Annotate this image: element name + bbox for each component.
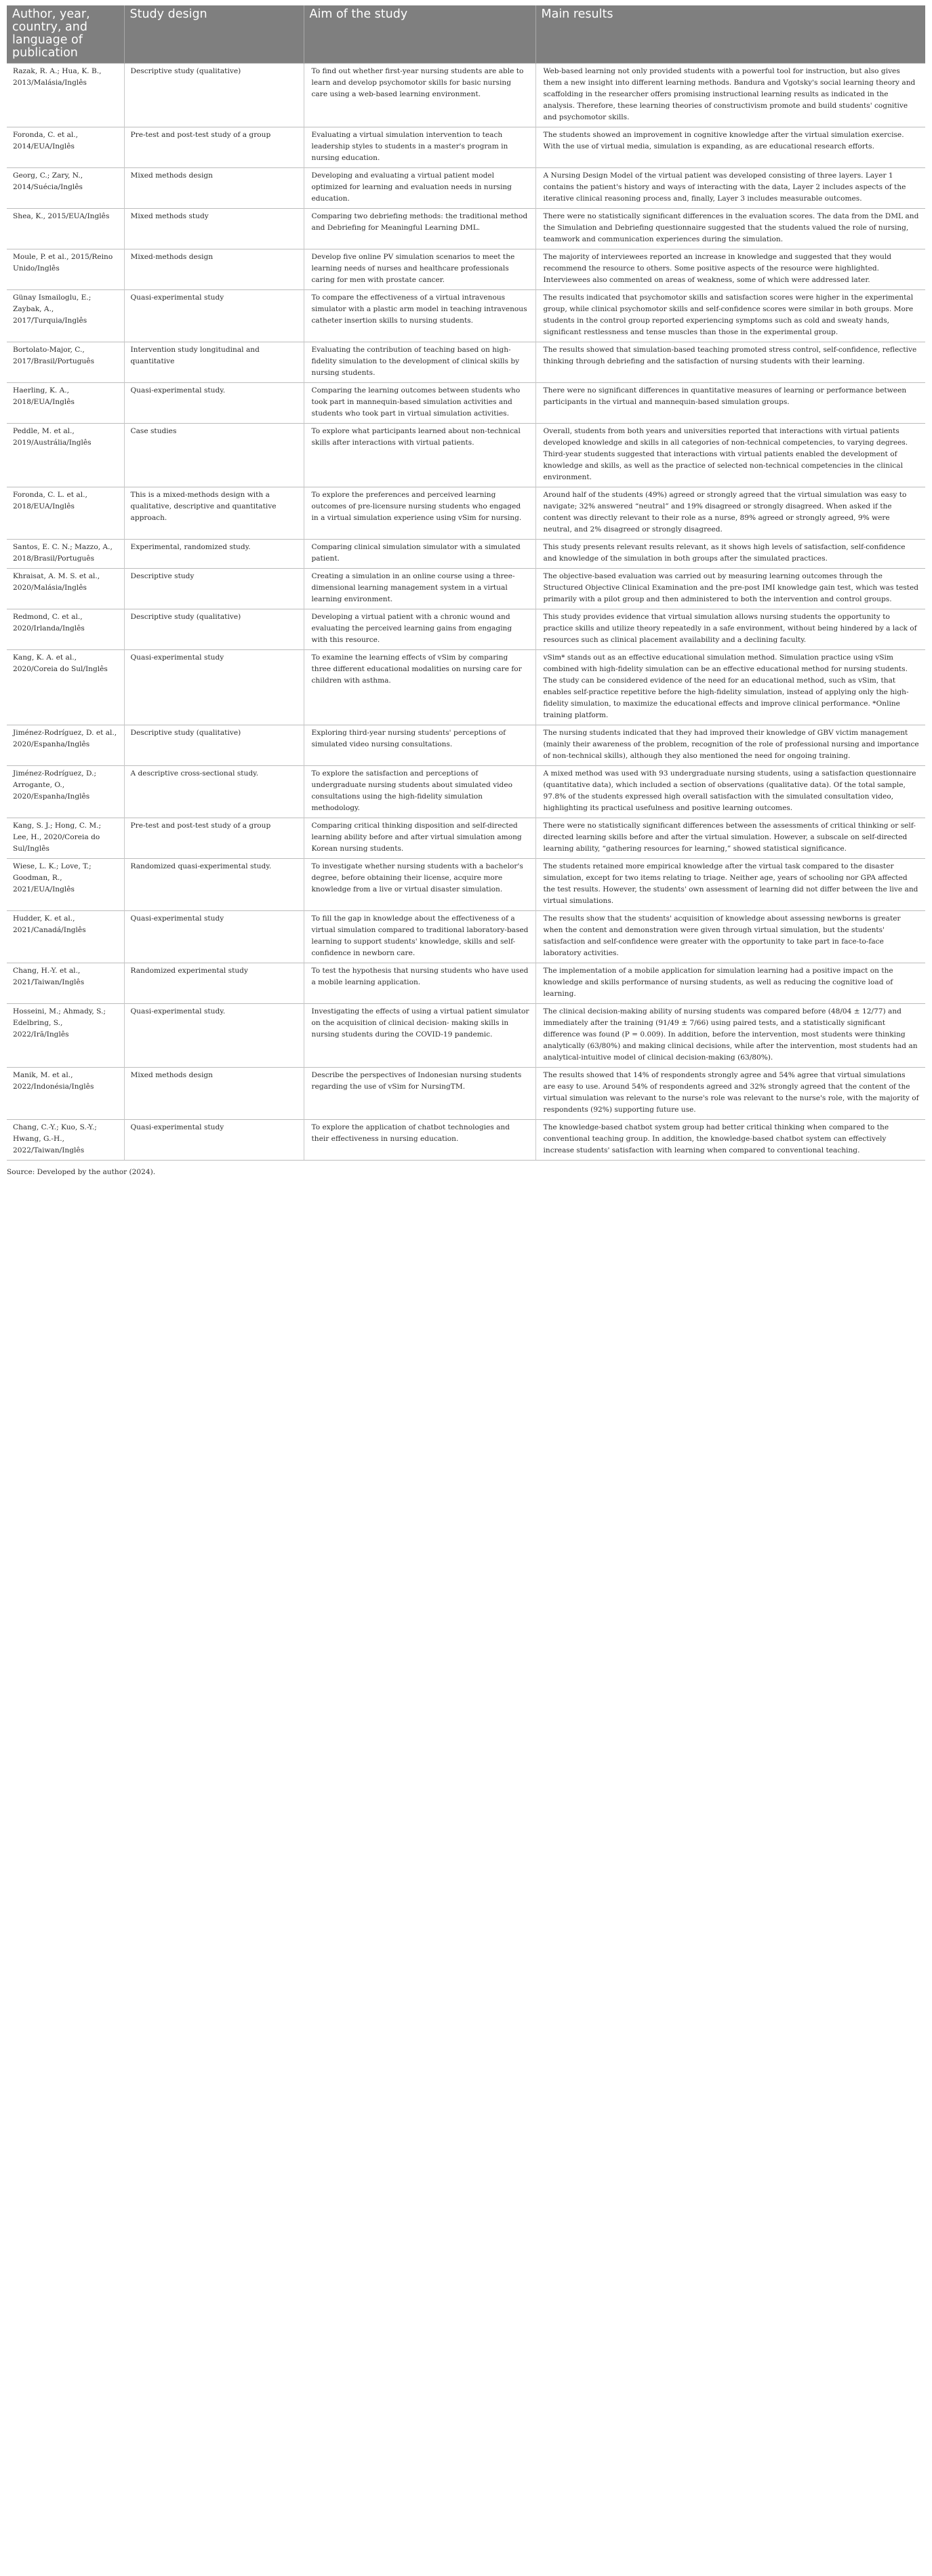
cell-main-results: The students retained more empirical knowledge after the virtual task compared to the disaster simulation, except for two items relating to triage. Neither age, years of schooling nor GPA affected the test results. However, the students' own assessment of learning did not differ between the live and virtual simulations. xyxy=(535,859,925,911)
header-main-results: Main results xyxy=(535,5,925,64)
cell-aim: Comparing two debriefing methods: the traditional method and Debriefing for Meaningful Learning DML. xyxy=(304,209,535,249)
cell-main-results: This study presents relevant results relevant, as it shows high levels of satisfaction, self-confidence and knowledge of the simulation in both groups after the simulated practices. xyxy=(535,540,925,569)
table-row xyxy=(7,64,925,127)
cell-author: Khraisat, A. M. S. et al., 2020/Malásia/Inglês xyxy=(7,569,124,609)
cell-author: Bortolato-Major, C., 2017/Brasil/Português xyxy=(7,342,124,383)
cell-author: Georg, C.; Zary, N., 2014/Suécia/Inglês xyxy=(7,168,124,209)
table-row xyxy=(7,1120,925,1161)
cell-study-design: Case studies xyxy=(124,424,304,487)
table-row xyxy=(7,209,925,249)
cell-aim: To test the hypothesis that nursing students who have used a mobile learning application. xyxy=(304,963,535,1004)
table-row xyxy=(7,569,925,609)
table-row xyxy=(7,424,925,487)
cell-main-results: There were no statistically significant differences in the evaluation scores. The data from the DML and the Simulation and Debriefing questionnaire suggested that the students valued the role of nursing, teamwork and communication experiences during the simulation. xyxy=(535,209,925,249)
table-body xyxy=(7,64,925,1161)
cell-aim: Developing a virtual patient with a chronic wound and evaluating the perceived learning gains from engaging with this resource. xyxy=(304,609,535,650)
cell-study-design: This is a mixed-methods design with a qualitative, descriptive and quantitative approach. xyxy=(124,487,304,540)
cell-study-design: Descriptive study (qualitative) xyxy=(124,725,304,766)
studies-table xyxy=(7,5,925,1161)
cell-aim: To fill the gap in knowledge about the effectiveness of a virtual simulation compared to traditional laboratory-based learning to support students' knowledge, skills and self-confidence in newborn care. xyxy=(304,911,535,963)
cell-study-design: Experimental, randomized study. xyxy=(124,540,304,569)
cell-main-results: vSim* stands out as an effective educational simulation method. Simulation practice using vSim combined with high-fidelity simulation can be an effective educational method for nursing students. The study can be considered evidence of the need for an educational method, such as vSim, that enables self-practice repetitive before the high-fidelity simulation, instead of applying only the high-fidelity simulation, to maximize the educational effects and improve clinical performance. *Online training platform. xyxy=(535,650,925,725)
cell-study-design: Quasi-experimental study xyxy=(124,290,304,342)
table-row xyxy=(7,609,925,650)
cell-study-design: Mixed methods design xyxy=(124,1068,304,1120)
cell-aim: Creating a simulation in an online course using a three-dimensional learning management system in a virtual learning environment. xyxy=(304,569,535,609)
cell-main-results: The implementation of a mobile application for simulation learning had a positive impact on the knowledge and skills performance of nursing students, as well as reducing the cognitive load of learning. xyxy=(535,963,925,1004)
cell-aim: Exploring third-year nursing students' perceptions of simulated video nursing consultations. xyxy=(304,725,535,766)
cell-study-design: Descriptive study xyxy=(124,569,304,609)
cell-study-design: Quasi-experimental study xyxy=(124,1120,304,1161)
table-row xyxy=(7,249,925,290)
table-row xyxy=(7,383,925,424)
table-row xyxy=(7,859,925,911)
cell-author: Redmond, C. et al., 2020/Irlanda/Inglês xyxy=(7,609,124,650)
cell-main-results: The results showed that 14% of respondents strongly agree and 54% agree that virtual simulations are easy to use. Around 54% of respondents agreed and 32% strongly agreed that the content of the virtual simulation was relevant to the nurse's role was relevant to the nurse's role, with the majority of respondents (92%) supporting future use. xyxy=(535,1068,925,1120)
cell-aim: To explore what participants learned about non-technical skills after interactions with virtual patients. xyxy=(304,424,535,487)
cell-study-design: Quasi-experimental study. xyxy=(124,383,304,424)
cell-aim: To explore the preferences and perceived learning outcomes of pre-licensure nursing students who engaged in a virtual simulation experience using vSim for nursing. xyxy=(304,487,535,540)
cell-aim: To find out whether first-year nursing students are able to learn and develop psychomotor skills for basic nursing care using a web-based learning environment. xyxy=(304,64,535,127)
cell-author: Moule, P. et al., 2015/Reino Unido/Inglês xyxy=(7,249,124,290)
cell-author: Kang, K. A. et al., 2020/Coreia do Sul/Inglês xyxy=(7,650,124,725)
cell-aim: Describe the perspectives of Indonesian nursing students regarding the use of vSim for NursingTM. xyxy=(304,1068,535,1120)
cell-author: Günay Ismailoglu, E.; Zaybak, A., 2017/Turquia/Inglês xyxy=(7,290,124,342)
cell-aim: To investigate whether nursing students with a bachelor's degree, before obtaining their license, acquire more knowledge from a live or virtual disaster simulation. xyxy=(304,859,535,911)
cell-study-design: Pre-test and post-test study of a group xyxy=(124,127,304,168)
cell-main-results: The majority of interviewees reported an increase in knowledge and suggested that they would recommend the resource to others. Some positive aspects of the resource were highlighted. Interviewees also commented on areas of weakness, some of which were addressed later. xyxy=(535,249,925,290)
cell-aim: Evaluating the contribution of teaching based on high-fidelity simulation to the development of clinical skills by nursing students. xyxy=(304,342,535,383)
table-row xyxy=(7,911,925,963)
review-table-container xyxy=(7,5,925,1178)
cell-aim: Evaluating a virtual simulation intervention to teach leadership styles to students in a master's program in nursing education. xyxy=(304,127,535,168)
cell-main-results: The objective-based evaluation was carried out by measuring learning outcomes through the Structured Objective Clinical Examination and the pre-post IMI knowledge gain test, which was tested primarily with a pilot group and then administered to both the intervention and control groups. xyxy=(535,569,925,609)
cell-main-results: There were no statistically significant differences between the assessments of critical thinking or self-directed learning skills before and after the virtual simulation. However, a subscale on self-directed learning ability, “gathering resources for learning,” showed statistical significance. xyxy=(535,818,925,859)
cell-aim: Developing and evaluating a virtual patient model optimized for learning and evaluation needs in nursing education. xyxy=(304,168,535,209)
cell-study-design: Pre-test and post-test study of a group xyxy=(124,818,304,859)
cell-main-results: The students showed an improvement in cognitive knowledge after the virtual simulation exercise. With the use of virtual media, simulation is expanding, as are educational research efforts. xyxy=(535,127,925,168)
cell-study-design: Randomized experimental study xyxy=(124,963,304,1004)
cell-author: Kang, S. J.; Hong, C. M.; Lee, H., 2020/Coreia do Sul/Inglês xyxy=(7,818,124,859)
cell-main-results: The results indicated that psychomotor skills and satisfaction scores were higher in the experimental group, while clinical psychomotor skills and self-confidence scores were similar in both groups. More students in the control group reported experiencing symptoms such as cold and sweaty hands, significant restlessness and tense muscles than those in the experimental group. xyxy=(535,290,925,342)
source-note: Source: Developed by the author (2024). xyxy=(7,1168,156,1176)
cell-aim: Comparing the learning outcomes between students who took part in mannequin-based simulation activities and students who took part in virtual simulation activities. xyxy=(304,383,535,424)
cell-author: Hosseini, M.; Ahmady, S.; Edelbring, S., 2022/Irã/Inglês xyxy=(7,1004,124,1068)
cell-aim: Comparing critical thinking disposition and self-directed learning ability before and after virtual simulation among Korean nursing students. xyxy=(304,818,535,859)
cell-main-results: A mixed method was used with 93 undergraduate nursing students, using a satisfaction questionnaire (quantitative data), which included a section of observations (qualitative data). Of the total sample, 97.8% of the students expressed high overall satisfaction with the simulated consultation video, highlighting its practical usefulness and positive learning outcomes. xyxy=(535,766,925,818)
cell-study-design: Intervention study longitudinal and quantitative xyxy=(124,342,304,383)
table-row xyxy=(7,963,925,1004)
cell-study-design: Quasi-experimental study xyxy=(124,911,304,963)
cell-author: Haerling, K. A., 2018/EUA/Inglês xyxy=(7,383,124,424)
cell-main-results: The clinical decision-making ability of nursing students was compared before (48/04 ± 12/77) and immediately after the training (91/49 ± 7/66) using paired tests, and a statistically significant difference was found (P = 0.009). In addition, before the intervention, most students were thinking analytically (63/80%) and making clinical decisions, while after the intervention, most students had an analytical-intuitive model of clinical decision-making (63/80%). xyxy=(535,1004,925,1068)
cell-main-results: The nursing students indicated that they had improved their knowledge of GBV victim management (mainly their awareness of the problem, recognition of the role of professional nursing and importance of non-technical skills), although they also mentioned the need for ongoing training. xyxy=(535,725,925,766)
cell-aim: Comparing clinical simulation simulator with a simulated patient. xyxy=(304,540,535,569)
cell-author: Jiménez-Rodríguez, D. et al., 2020/Espanha/Inglês xyxy=(7,725,124,766)
header-aim: Aim of the study xyxy=(304,5,535,64)
table-row xyxy=(7,818,925,859)
table-row xyxy=(7,290,925,342)
cell-main-results: Overall, students from both years and universities reported that interactions with virtual patients developed knowledge and skills in all categories of non-technical competencies, to varying degrees. Third-year students suggested that interactions with virtual patients enabled the development of knowledge and skills, as well as the practice of selected non-technical competencies in the clinical environment. xyxy=(535,424,925,487)
table-row xyxy=(7,1004,925,1068)
cell-author: Chang, C.-Y.; Kuo, S.-Y.; Hwang, G.-H., 2022/Taiwan/Inglês xyxy=(7,1120,124,1161)
cell-author: Manik, M. et al., 2022/Indonésia/Inglês xyxy=(7,1068,124,1120)
cell-aim: Investigating the effects of using a virtual patient simulator on the acquisition of clinical decision- making skills in nursing students during the COVID-19 pandemic. xyxy=(304,1004,535,1068)
table-row xyxy=(7,127,925,168)
cell-main-results: Around half of the students (49%) agreed or strongly agreed that the virtual simulation was easy to navigate; 32% answered “neutral” and 19% disagreed or strongly disagreed. When asked if the content was directly relevant to their role as a nurse, 89% agreed or strongly agreed, 9% were neutral, and 2% disagreed or strongly disagreed. xyxy=(535,487,925,540)
cell-aim: To compare the effectiveness of a virtual intravenous simulator with a plastic arm model in teaching intravenous catheter insertion skills to nursing students. xyxy=(304,290,535,342)
header-author: Author, year, country, and language of publication xyxy=(7,5,124,64)
cell-aim: To explore the satisfaction and perceptions of undergraduate nursing students about simulated video consultations using the high-fidelity simulation methodology. xyxy=(304,766,535,818)
cell-main-results: The results showed that simulation-based teaching promoted stress control, self-confidence, reflective thinking through debriefing and the satisfaction of nursing students with their learning. xyxy=(535,342,925,383)
cell-study-design: Mixed methods design xyxy=(124,168,304,209)
cell-study-design: Quasi-experimental study xyxy=(124,650,304,725)
table-row xyxy=(7,725,925,766)
cell-author: Santos, E. C. N.; Mazzo, A., 2018/Brasil/Português xyxy=(7,540,124,569)
table-header xyxy=(7,5,925,64)
cell-main-results: The results show that the students' acquisition of knowledge about assessing newborns is greater when the content and demonstration were given through virtual simulation, but the students' satisfaction and self-confidence were greater with the opportunity to take part in face-to-face laboratory activities. xyxy=(535,911,925,963)
table-row xyxy=(7,487,925,540)
cell-aim: To explore the application of chatbot technologies and their effectiveness in nursing education. xyxy=(304,1120,535,1161)
cell-main-results: There were no significant differences in quantitative measures of learning or performance between participants in the virtual and mannequin-based simulation groups. xyxy=(535,383,925,424)
cell-author: Foronda, C. L. et al., 2018/EUA/Inglês xyxy=(7,487,124,540)
cell-study-design: Quasi-experimental study. xyxy=(124,1004,304,1068)
cell-study-design: Mixed methods study xyxy=(124,209,304,249)
cell-aim: To examine the learning effects of vSim by comparing three different educational modalities on nursing care for children with asthma. xyxy=(304,650,535,725)
cell-study-design: Descriptive study (qualitative) xyxy=(124,609,304,650)
table-row xyxy=(7,342,925,383)
cell-aim: Develop five online PV simulation scenarios to meet the learning needs of nurses and healthcare professionals caring for men with prostate cancer. xyxy=(304,249,535,290)
table-row xyxy=(7,1068,925,1120)
cell-main-results: A Nursing Design Model of the virtual patient was developed consisting of three layers. Layer 1 contains the patient's history and ways of interacting with the data, Layer 2 includes aspects of the iterative clinical reasoning process and, finally, Layer 3 includes measurable outcomes. xyxy=(535,168,925,209)
cell-author: Jiménez-Rodríguez, D.; Arrogante, O., 2020/Espanha/Inglês xyxy=(7,766,124,818)
cell-main-results: Web-based learning not only provided students with a powerful tool for instruction, but also gives them a new insight into different learning methods. Bandura and Vgotsky's social learning theory and scaffolding in the researcher offers promising instructional learning results as indicated in the analysis. Therefore, these learning theories of constructivism promote and build students' cognitive and psychomotor skills. xyxy=(535,64,925,127)
cell-main-results: The knowledge-based chatbot system group had better critical thinking when compared to the conventional teaching group. In addition, the knowledge-based chatbot system can effectively increase students' satisfaction with learning when compared to conventional teaching. xyxy=(535,1120,925,1161)
cell-main-results: This study provides evidence that virtual simulation allows nursing students the opportunity to practice skills and utilize theory repeatedly in a safe environment, without being hindered by a lack of resources such as clinical placement availability and a declining faculty. xyxy=(535,609,925,650)
table-row xyxy=(7,766,925,818)
table-row xyxy=(7,168,925,209)
cell-author: Wiese, L. K.; Love, T.; Goodman, R., 2021/EUA/Inglês xyxy=(7,859,124,911)
cell-author: Peddle, M. et al., 2019/Austrália/Inglês xyxy=(7,424,124,487)
cell-study-design: Descriptive study (qualitative) xyxy=(124,64,304,127)
cell-study-design: A descriptive cross-sectional study. xyxy=(124,766,304,818)
table-row xyxy=(7,650,925,725)
cell-study-design: Mixed-methods design xyxy=(124,249,304,290)
cell-author: Foronda, C. et al., 2014/EUA/Inglês xyxy=(7,127,124,168)
cell-author: Razak, R. A.; Hua, K. B., 2013/Malásia/Inglês xyxy=(7,64,124,127)
cell-study-design: Randomized quasi-experimental study. xyxy=(124,859,304,911)
table-row xyxy=(7,540,925,569)
header-study-design: Study design xyxy=(124,5,304,64)
cell-author: Shea, K., 2015/EUA/Inglês xyxy=(7,209,124,249)
cell-author: Hudder, K. et al., 2021/Canadá/Inglês xyxy=(7,911,124,963)
cell-author: Chang, H.-Y. et al., 2021/Taiwan/Inglês xyxy=(7,963,124,1004)
header-row xyxy=(7,5,925,64)
